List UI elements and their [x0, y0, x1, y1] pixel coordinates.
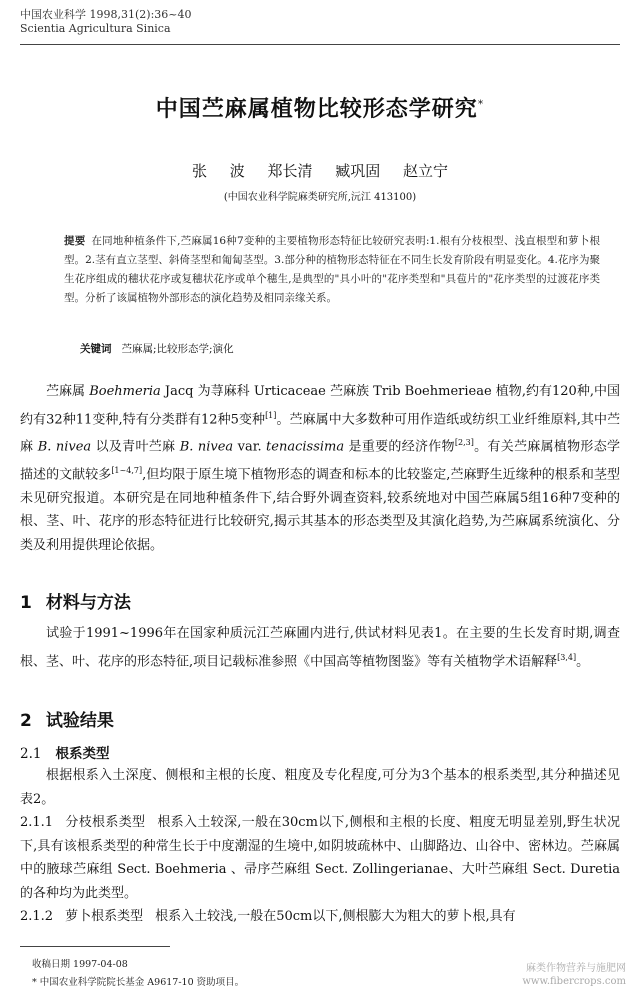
citation: [2,3] [454, 438, 474, 448]
section-heading-2 [20, 706, 114, 731]
journal-name-en: Scientia Agricultura Sinica [20, 22, 171, 35]
paper-title [0, 92, 640, 123]
methods-text: 试验于1991~1996年在国家种质沅江苎麻圃内进行,供试材料见表1。在主要的生长发育时期,调查根、茎、叶、花序的形态特征,项目记载标准参照《中国高等植物图鉴》等有关植物学术语解释 [20, 626, 620, 669]
journal-header [20, 8, 191, 36]
subsection-title: 分枝根系类型 [65, 815, 146, 830]
keywords-label: 关键词 [80, 343, 112, 355]
intro-text: 。苎麻属中大多数种可用作造纸或纺织工业纤维原料,其中苎麻 [20, 411, 620, 455]
journal-name-cn: 中国农业科学 1998,31(2):36~40 [20, 8, 192, 21]
species-name: B. nivea [179, 439, 234, 455]
citation: [1~4,7] [111, 466, 143, 476]
subsection-number: 2.1.1 [20, 815, 54, 830]
title-footnote-mark: * [477, 97, 485, 111]
subsection-number: 2.1.2 [20, 909, 54, 924]
methods-paragraph [20, 622, 620, 673]
genus-name: Boehmeria [89, 384, 161, 399]
authors: 张 波 郑长清 臧巩固 赵立宁 [191, 162, 449, 180]
introduction [20, 380, 620, 557]
intro-text: 是重要的经济作物 [344, 439, 455, 455]
watermark [522, 962, 626, 988]
footnote-divider [20, 946, 170, 947]
intro-text: 苎麻属 [46, 384, 90, 399]
section-number: 1 [20, 593, 32, 613]
intro-text: ,但均限于原生境下植物形态的调查和标本的比较鉴定,苎麻野生近缘种的根系和茎型未见研究报道。本研究是在同地种植条件下,结合野外调查资料,较系统地对中国苎麻属5组16种7变种的根、茎、叶、花序的形态特征进行比较研究,揭示其基本的形态类型及其演化趋势,为苎麻属系统演化、分类及利用提供理论依据。 [20, 467, 620, 553]
species-name: B. nivea [37, 439, 92, 455]
received-date: 收稿日期 1997-04-08 [32, 959, 128, 970]
citation: [3,4] [557, 652, 577, 662]
section-2-body [20, 764, 620, 929]
paper-title-text: 中国苎麻属植物比较形态学研究 [155, 97, 478, 122]
subsection-text: 根系入土较浅,一般在50cm以下,侧根膨大为粗大的萝卜根,具有 [155, 909, 516, 924]
intro-paragraph [20, 380, 620, 557]
section-title: 试验结果 [45, 711, 114, 731]
section-title: 材料与方法 [45, 593, 131, 613]
abstract-text: 在同地种植条件下,苎麻属16种7变种的主要植物形态特征比较研究表明:1.根有分枝根型、浅直根型和萝卜根型。2.茎有直立茎型、斜倚茎型和匍匐茎型。3.部分种的植物形态特征在不同生长发育阶段有明显变化。4.花序为聚生花序组成的穗状花序或复穗状花序或单个穗生,是典型的"具小叶的"花序类型和"具苞片的"花序类型的过渡花序类型。分析了该属植物外部形态的演化趋势及相同亲缘关系。 [64, 235, 601, 304]
section-1-body [20, 622, 620, 673]
keywords [80, 341, 234, 356]
citation: [1] [265, 410, 277, 420]
subsection-number: 2.1 [20, 746, 42, 762]
section-heading-1 [20, 588, 131, 613]
keywords-text: 苎麻属;比较形态学;演化 [121, 343, 234, 355]
subsection-text: 根系入土较深,一般在30cm以下,侧根和主根的长度、粗度无明显差别,野生状况下,具有该根系类型的种常生长于中度潮湿的生境中,如阴坡疏林中、山脚路边、山谷中、密林边。苎麻属中的腋球苎麻组 Sect. Boehmeria 、帚序苎麻组 Sect. Zollingerianae、大叶苎麻组 Sect. Duretia 的各种均为此类型。 [20, 815, 620, 901]
branched-root-paragraph [20, 811, 620, 905]
affiliation: (中国农业科学院麻类研究所,沅江 413100) [223, 192, 417, 203]
abstract-label: 提要 [64, 235, 86, 247]
subsection-heading-2-1 [20, 742, 109, 762]
intro-text: Jacq 为荨麻科 Urticaceae 苎麻族 Trib Boehmerieae 植物,约有120种,中国约有32种11变种,特有分类群有12种5变种 [20, 384, 620, 427]
variety-name: tenacissima [266, 439, 345, 455]
radish-root-paragraph [20, 905, 620, 929]
watermark-url: www.fibercrops.com [522, 976, 626, 987]
watermark-text: 麻类作物营养与施肥网 [526, 963, 626, 974]
header-divider [20, 44, 620, 45]
fund-footnote: * 中国农业科学院院长基金 A9617-10 资助项目。 [32, 977, 245, 988]
intro-text: 以及青叶苎麻 [91, 439, 180, 455]
root-types-paragraph: 根据根系入土深度、侧根和主根的长度、粗度及专化程度,可分为3个基本的根系类型,其分种描述见表2。 [20, 768, 620, 807]
subsection-title: 萝卜根系类型 [65, 909, 144, 924]
abstract [64, 232, 600, 308]
intro-text: var. [233, 439, 267, 455]
methods-text: 。 [576, 653, 590, 669]
section-number: 2 [20, 711, 32, 731]
subsection-title: 根系类型 [55, 746, 110, 762]
intro-text: 。有关苎麻属植物形态学描述的文献较多 [20, 439, 621, 483]
